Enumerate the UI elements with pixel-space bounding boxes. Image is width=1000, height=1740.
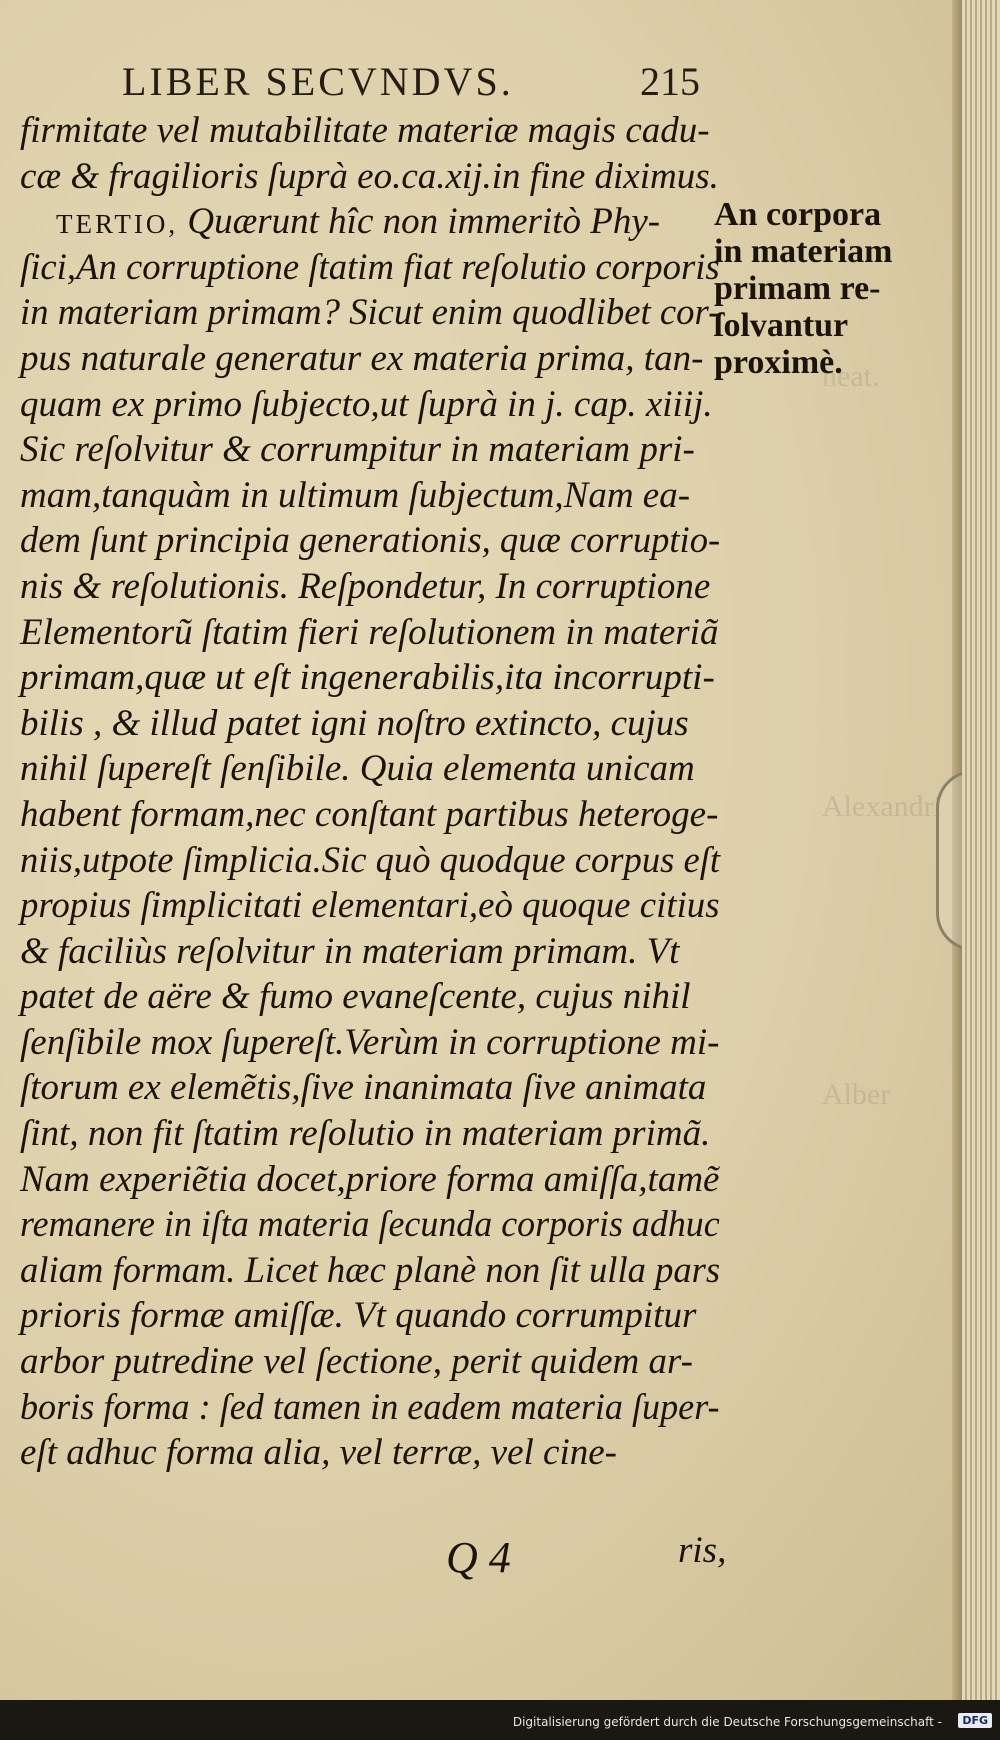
margin-note-line: in materiam — [714, 233, 893, 270]
text-line: boris forma : ſed tamen in eadem materia ſuper- — [20, 1386, 720, 1428]
text-line: & faciliùs reſolvitur in materiam primam. Vt — [20, 930, 680, 972]
text-line-rest: Quærunt hîc non immeritò Phy- — [187, 201, 661, 243]
text-line: Elementorũ ſtatim fieri reſolutionem in materiã — [20, 611, 719, 653]
bleed-through-text: neat. — [822, 360, 880, 393]
text-line: pus naturale generatur ex materia prima, tan- — [20, 337, 704, 379]
text-line: remanere in iſta materia ſecunda corporis adhuc — [20, 1204, 720, 1246]
margin-note-line: proximè. — [714, 344, 843, 381]
text-line: firmitate vel mutabilitate materiæ magis cadu- — [20, 110, 710, 151]
body-text — [20, 108, 720, 1476]
signature-mark: Q 4 — [446, 1533, 511, 1582]
text-line: dem ſunt principia generationis, quæ corruptio- — [20, 520, 721, 562]
text-line: aliam formam. Licet hæc planè non ſit ulla pars — [20, 1249, 721, 1291]
section-word: TERTIO, — [56, 209, 179, 240]
text-line: mam,tanquàm in ultimum ſubjectum,Nam ea- — [20, 474, 691, 516]
text-line: in materiam primam? Sicut enim quodlibet cor- — [20, 292, 721, 334]
text-line: habent formam,nec conſtant partibus heteroge- — [20, 793, 719, 835]
text-line: arbor putredine vel ſectione, perit quidem ar- — [20, 1341, 693, 1383]
text-line: nihil ſupereſt ſenſibile. Quia elementa unicam — [20, 748, 695, 790]
page-stack-edge — [962, 0, 1000, 1700]
bleed-through-text: Alexandri — [822, 790, 942, 823]
text-line: nis & reſolutionis. Reſpondetur, In corruptione — [20, 565, 711, 607]
text-line: bilis , & illud patet igni noſtro extincto, cujus — [20, 702, 689, 744]
text-line: ſenſibile mox ſupereſt.Verùm in corruptione mi- — [20, 1021, 720, 1063]
text-line — [20, 199, 720, 245]
text-line: ſtorum ex elemẽtis,ſive inanimata ſive animata — [20, 1067, 707, 1109]
text-line: quam ex primo ſubjecto,ut ſuprà in j. cap. xiiij. — [20, 383, 713, 425]
catchword: ris, — [678, 1530, 727, 1571]
text-line: ſint, non fit ſtatim reſolutio in materiam primã. — [20, 1113, 711, 1155]
text-line: cæ & fragilioris ſuprà eo.ca.xij.in fine diximus. — [20, 155, 719, 197]
text-line: Sic reſolvitur & corrumpitur in materiam pri- — [20, 429, 695, 471]
text-line: primam,quæ ut eſt ingenerabilis,ita incorrupti- — [20, 657, 715, 699]
running-title: LIBER SECVNDVS. — [122, 59, 514, 104]
margin-note — [714, 196, 954, 381]
bleed-through-text: Alber — [822, 1078, 891, 1111]
page-number: 215 — [640, 59, 700, 104]
footer-credit: Digitalisierung gefördert durch die Deutsche Forschungsgemeinschaft - — [512, 1715, 942, 1729]
margin-note-line: primam re- — [714, 270, 881, 307]
margin-note-line: An corpora — [714, 196, 882, 233]
text-line: niis,utpote ſimplicia.Sic quò quodque corpus eſt — [20, 839, 721, 881]
text-line: Nam experiẽtia docet,priore forma amiſſa,tamẽ — [20, 1158, 720, 1200]
margin-note-line: ſolvantur — [714, 307, 849, 344]
text-line: patet de aëre & fumo evaneſcente, cujus nihil — [20, 976, 691, 1018]
text-line: ſici,An corruptione ſtatim fiat reſolutio corporis — [20, 246, 720, 288]
dfg-logo: DFG — [958, 1713, 992, 1728]
text-line: prioris formæ amiſſæ. Vt quando corrumpitur — [20, 1295, 697, 1337]
text-line: eſt adhuc forma alia, vel terræ, vel cine- — [20, 1432, 617, 1474]
text-line: propius ſimplicitati elementari,eò quoque citius — [20, 885, 720, 927]
